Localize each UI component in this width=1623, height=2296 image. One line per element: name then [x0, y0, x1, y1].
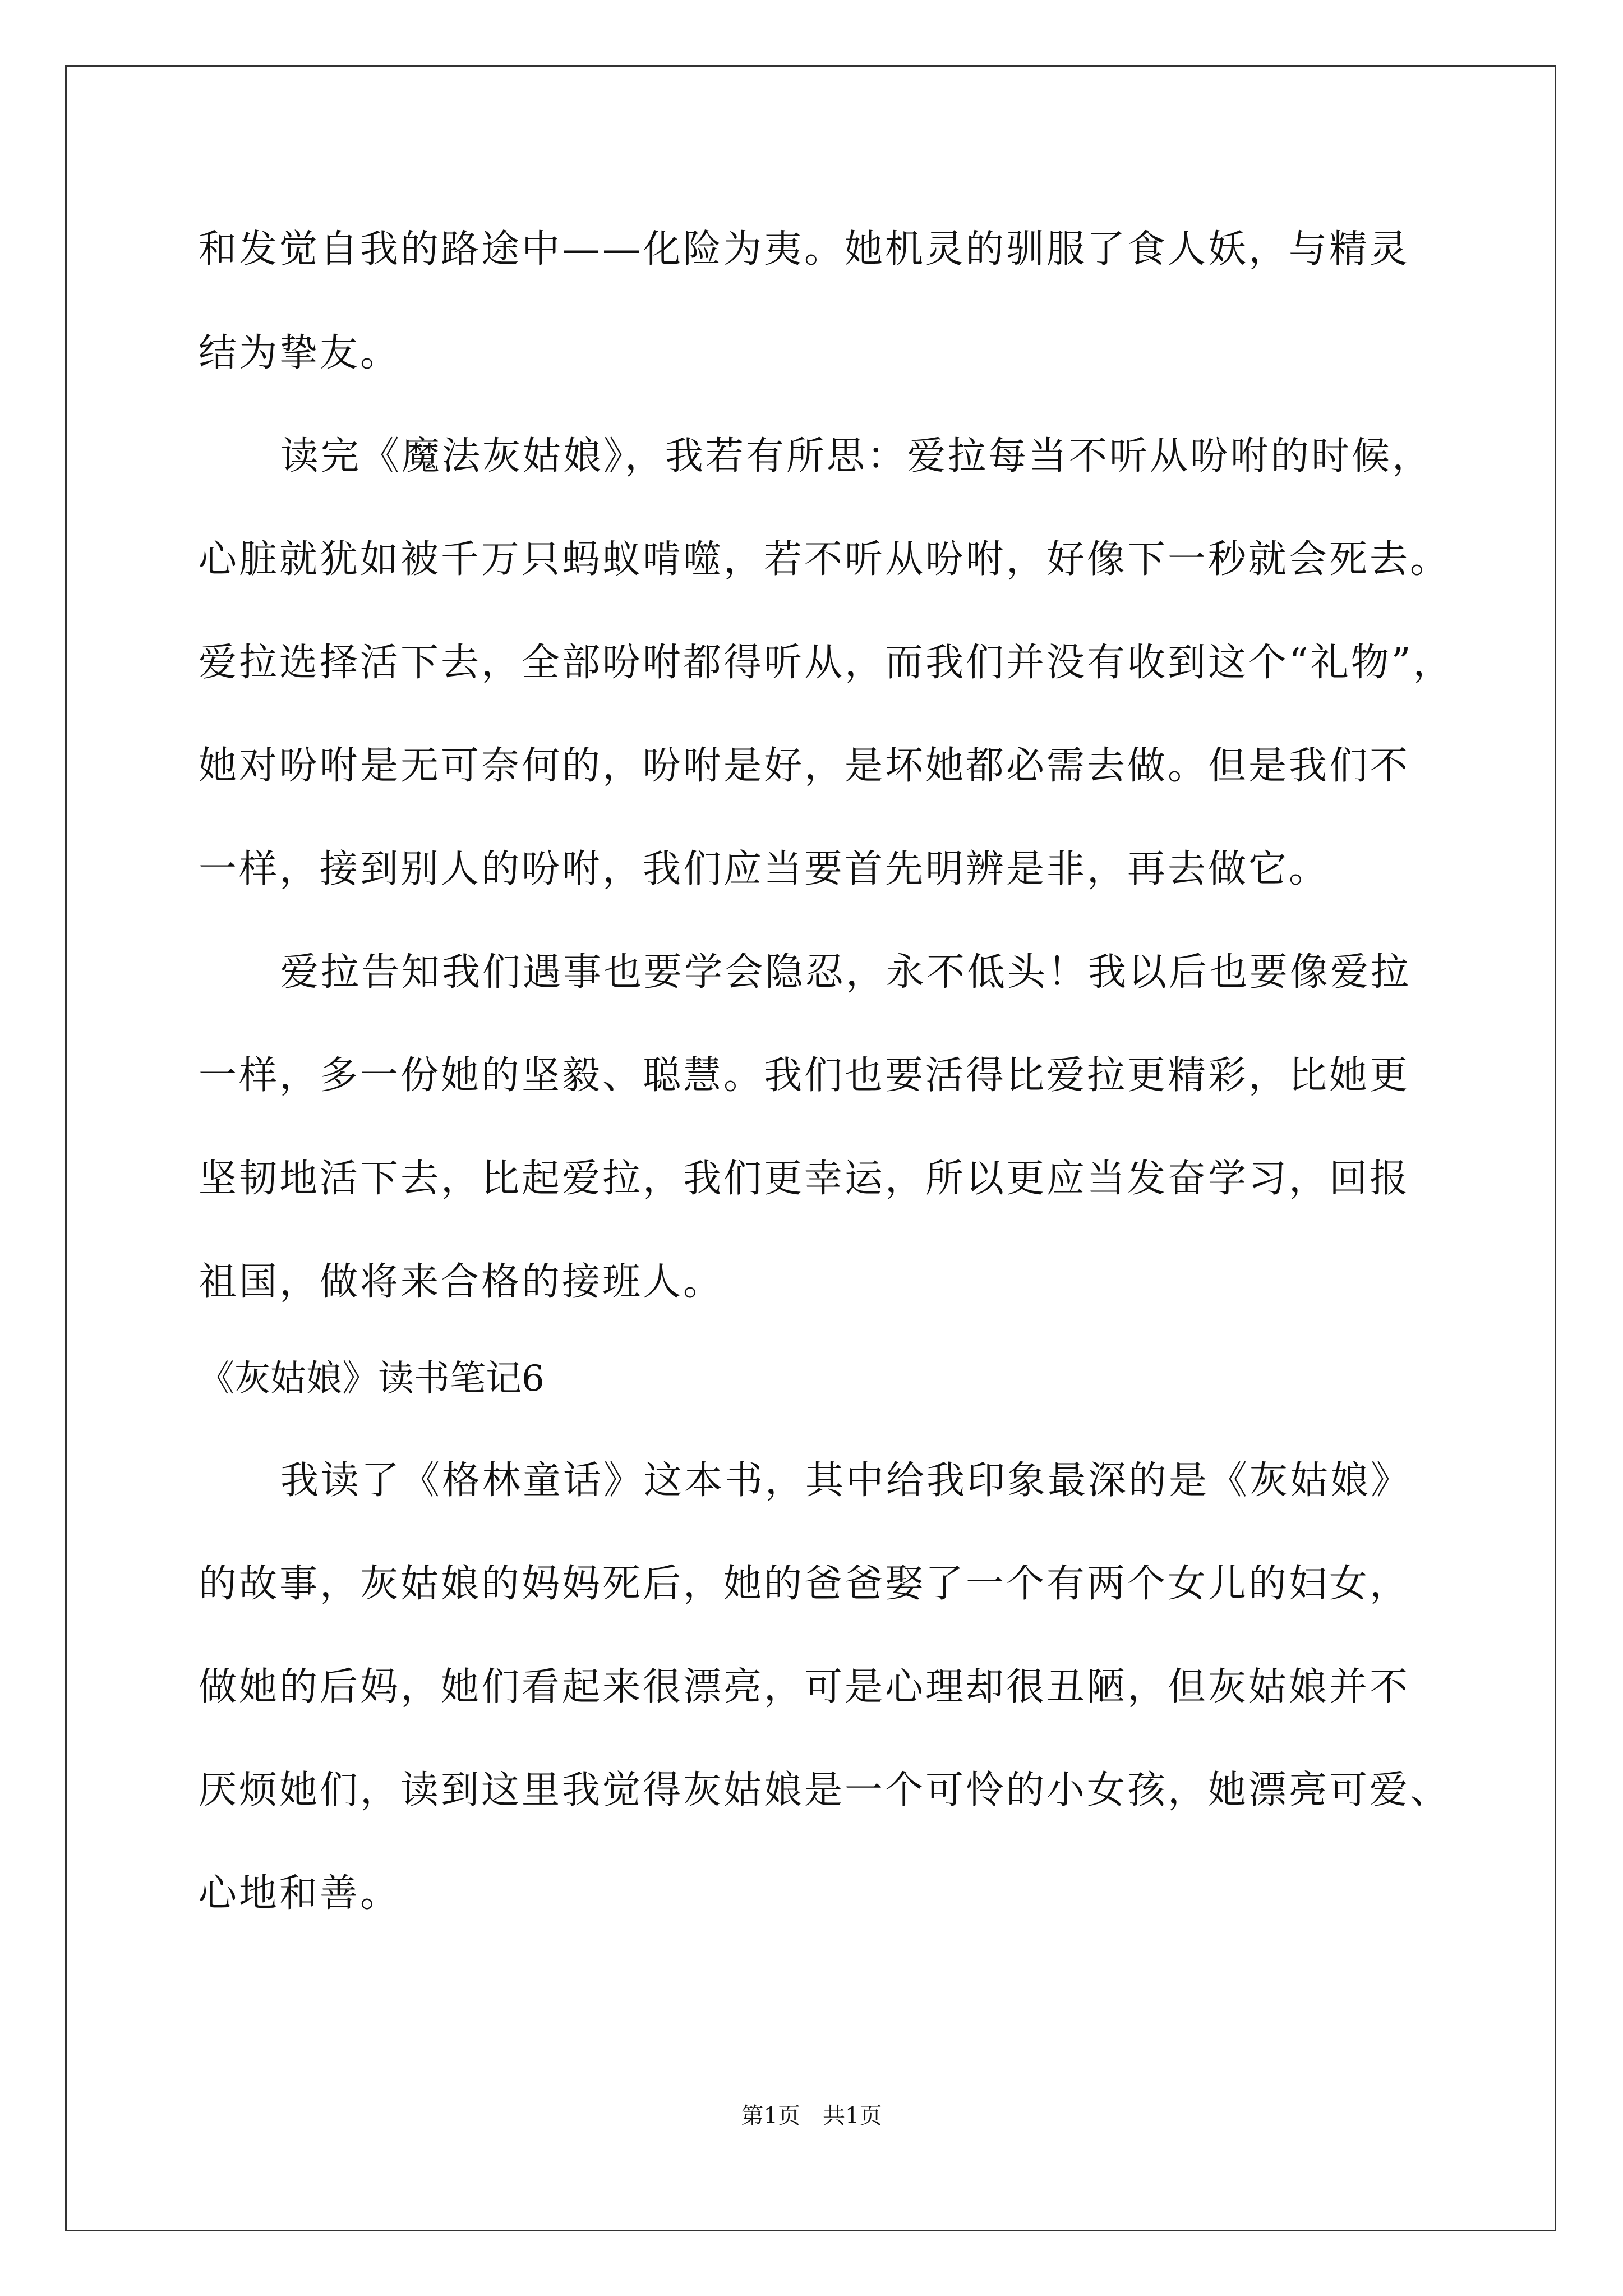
paragraph-line: 心地和善。 — [199, 1871, 401, 1916]
section-heading: 《灰姑娘》读书笔记6 — [199, 1358, 545, 1400]
paragraph-line: 祖国，做将来合格的接班人。 — [199, 1260, 724, 1304]
paragraph-line: 爱拉选择活下去，全部吩咐都得听从，而我们并没有收到这个“礼物”， — [199, 641, 1454, 685]
paragraph-line: 她对吩咐是无可奈何的，吩咐是好，是坏她都必需去做。但是我们不 — [199, 744, 1410, 788]
paragraph-line: 厌烦她们，读到这里我觉得灰姑娘是一个可怜的小女孩，她漂亮可爱、 — [199, 1768, 1451, 1812]
paragraph-line: 一样，多一份她的坚毅、聪慧。我们也要活得比爱拉更精彩，比她更 — [199, 1053, 1410, 1098]
paragraph-line: 心脏就犹如被千万只蚂蚁啃噬，若不听从吩咐，好像下一秒就会死去。 — [199, 537, 1451, 582]
paragraph-line: 读完《魔法灰姑娘》，我若有所思：爱拉每当不听从吩咐的时候， — [280, 434, 1433, 478]
paragraph-line: 一样，接到别人的吩咐，我们应当要首先明辨是非，再去做它。 — [199, 847, 1330, 891]
page-footer: 第1页 共1页 — [741, 2103, 882, 2129]
paragraph-line: 坚韧地活下去，比起爱拉，我们更幸运，所以更应当发奋学习，回报 — [199, 1157, 1410, 1201]
paragraph-line: 爱拉告知我们遇事也要学会隐忍，永不低头！我以后也要像爱拉 — [280, 950, 1412, 995]
paragraph-line: 做她的后妈，她们看起来很漂亮，可是心理却很丑陋，但灰姑娘并不 — [199, 1665, 1410, 1709]
paragraph-line: 我读了《格林童话》这本书，其中给我印象最深的是《灰姑娘》 — [280, 1458, 1412, 1503]
paragraph-line: 的故事，灰姑娘的妈妈死后，她的爸爸娶了一个有两个女儿的妇女， — [199, 1562, 1410, 1606]
paragraph-line: 结为挚友。 — [199, 331, 401, 375]
paragraph-line: 和发觉自我的路途中——化险为夷。她机灵的驯服了食人妖，与精灵 — [199, 227, 1410, 272]
